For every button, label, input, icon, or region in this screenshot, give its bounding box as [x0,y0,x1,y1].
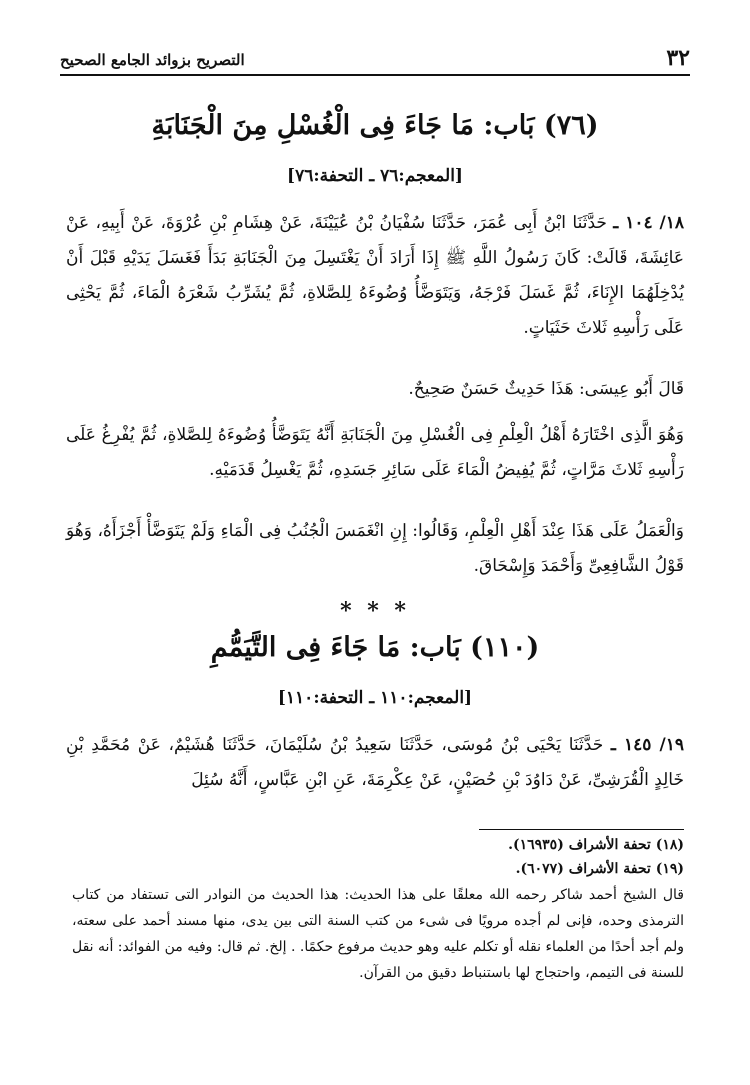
running-title: التصريح بزوائد الجامع الصحيح [60,51,245,69]
chapter-reference-ghusl: [المعجم:٧٦ ـ التحفة:٧٦] [287,166,463,186]
footnote-note: قال الشيخ أحمد شاكر رحمه الله معلقًا على هذا الحديث: هذا الحديث من النوادر التى تستفاد من كتاب الترمذى وحده، فإنى لم أجده مرويًا فى شىء من كتب السنة التى بين يدى، منها مسند أحمد على سعته، ولم أجد أحدًا من العلماء نقله أو تكلم عليه وهو حديث مرفوع حكمًا. . إلخ. ثم قال: وفيه من الفوائد: أنه نقل للسنة فى التيمم، واحتجاج لها باستنباط دقيق من القرآن. [72,887,684,981]
hadith-grading: قَالَ أَبُو عِيسَى: هَذَا حَدِيثٌ حَسَنٌ صَحِيحٌ. [408,379,684,399]
hadith-145 [66,728,684,798]
section-separator: * * * [340,598,410,624]
hadith-number: ١٨/ ١٠٤ ـ [613,213,684,233]
hadith-number: ١٩/ ١٤٥ ـ [610,735,685,755]
footnote-rule [479,829,684,830]
chapter-title-ghusl: (٧٦) بَاب: مَا جَاءَ فِى الْغُسْلِ مِنَ الْجَنَابَةِ [151,110,599,141]
commentary-paragraph: وَالْعَمَلُ عَلَى هَذَا عِنْدَ أَهْلِ الْعِلْمِ، وَقَالُوا: إِنِ انْغَمَسَ الْجُنُبُ فِى الْمَاءِ وَلَمْ يَتَوَضَّأْ أَجْزَأَهُ، وَهُوَ قَوْلُ الشَّافِعِىِّ وَأَحْمَدَ وَإِسْحَاقَ. [66,521,684,576]
hadith-text: حَدَّثَنَا يَحْيَى بْنُ مُوسَى، حَدَّثَنَا سَعِيدُ بْنُ سُلَيْمَانَ، حَدَّثَنَا هُشَيْمٌ، عَنْ مُحَمَّدِ بْنِ خَالِدٍ الْقُرَشِىِّ، عَنْ دَاوُدَ بْنِ حُصَيْنٍ، عَنْ عِكْرِمَةَ، عَنِ ابْنِ عَبَّاسٍ، أَنَّهُ سُئِلَ [66,735,684,790]
footnote-18: (١٨) تحفة الأشراف (١٦٩٣٥). [508,837,684,853]
hadith-104 [66,206,684,346]
footnote-19: (١٩) تحفة الأشراف (٦٠٧٧). [515,861,684,877]
chapter-reference-tayammum: [المعجم:١١٠ ـ التحفة:١١٠] [277,688,473,708]
commentary-paragraph: وَهُوَ الَّذِى اخْتَارَهُ أَهْلُ الْعِلْمِ فِى الْغُسْلِ مِنَ الْجَنَابَةِ أَنَّهُ يَتَوَضَّأُ وُضُوءَهُ لِلصَّلاةِ، ثُمَّ يُفْرِغُ عَلَى رَأْسِهِ ثَلاثَ مَرَّاتٍ، ثُمَّ يُفِيضُ الْمَاءَ عَلَى سَائِرِ جَسَدِهِ، ثُمَّ يَغْسِلُ قَدَمَيْهِ. [66,425,684,480]
page-header [60,40,690,76]
chapter-title-tayammum: (١١٠) بَاب: مَا جَاءَ فِى التَّيَمُّمِ [210,632,540,663]
page-number: ٣٢ [666,45,690,71]
hadith-text: حَدَّثَنَا ابْنُ أَبِى عُمَرَ، حَدَّثَنَا سُفْيَانُ بْنُ عُيَيْنَةَ، عَنْ هِشَامِ بْنِ عُرْوَةَ، عَنْ أَبِيهِ، عَنْ عَائِشَةَ، قَالَتْ: كَانَ رَسُولُ اللَّهِ ﷺ إِذَا أَرَادَ أَنْ يَغْتَسِلَ مِنَ الْجَنَابَةِ بَدَأَ فَغَسَلَ يَدَيْهِ قَبْلَ أَنْ يُدْخِلَهُمَا الإِنَاءَ، ثُمَّ غَسَلَ فَرْجَهُ، وَيَتَوَضَّأُ وُضُوءَهُ لِلصَّلاةِ، ثُمَّ يُشَرِّبُ شَعْرَهُ الْمَاءَ، ثُمَّ يَحْثِى عَلَى رَأْسِهِ ثَلاثَ حَثَيَاتٍ. [66,213,684,338]
